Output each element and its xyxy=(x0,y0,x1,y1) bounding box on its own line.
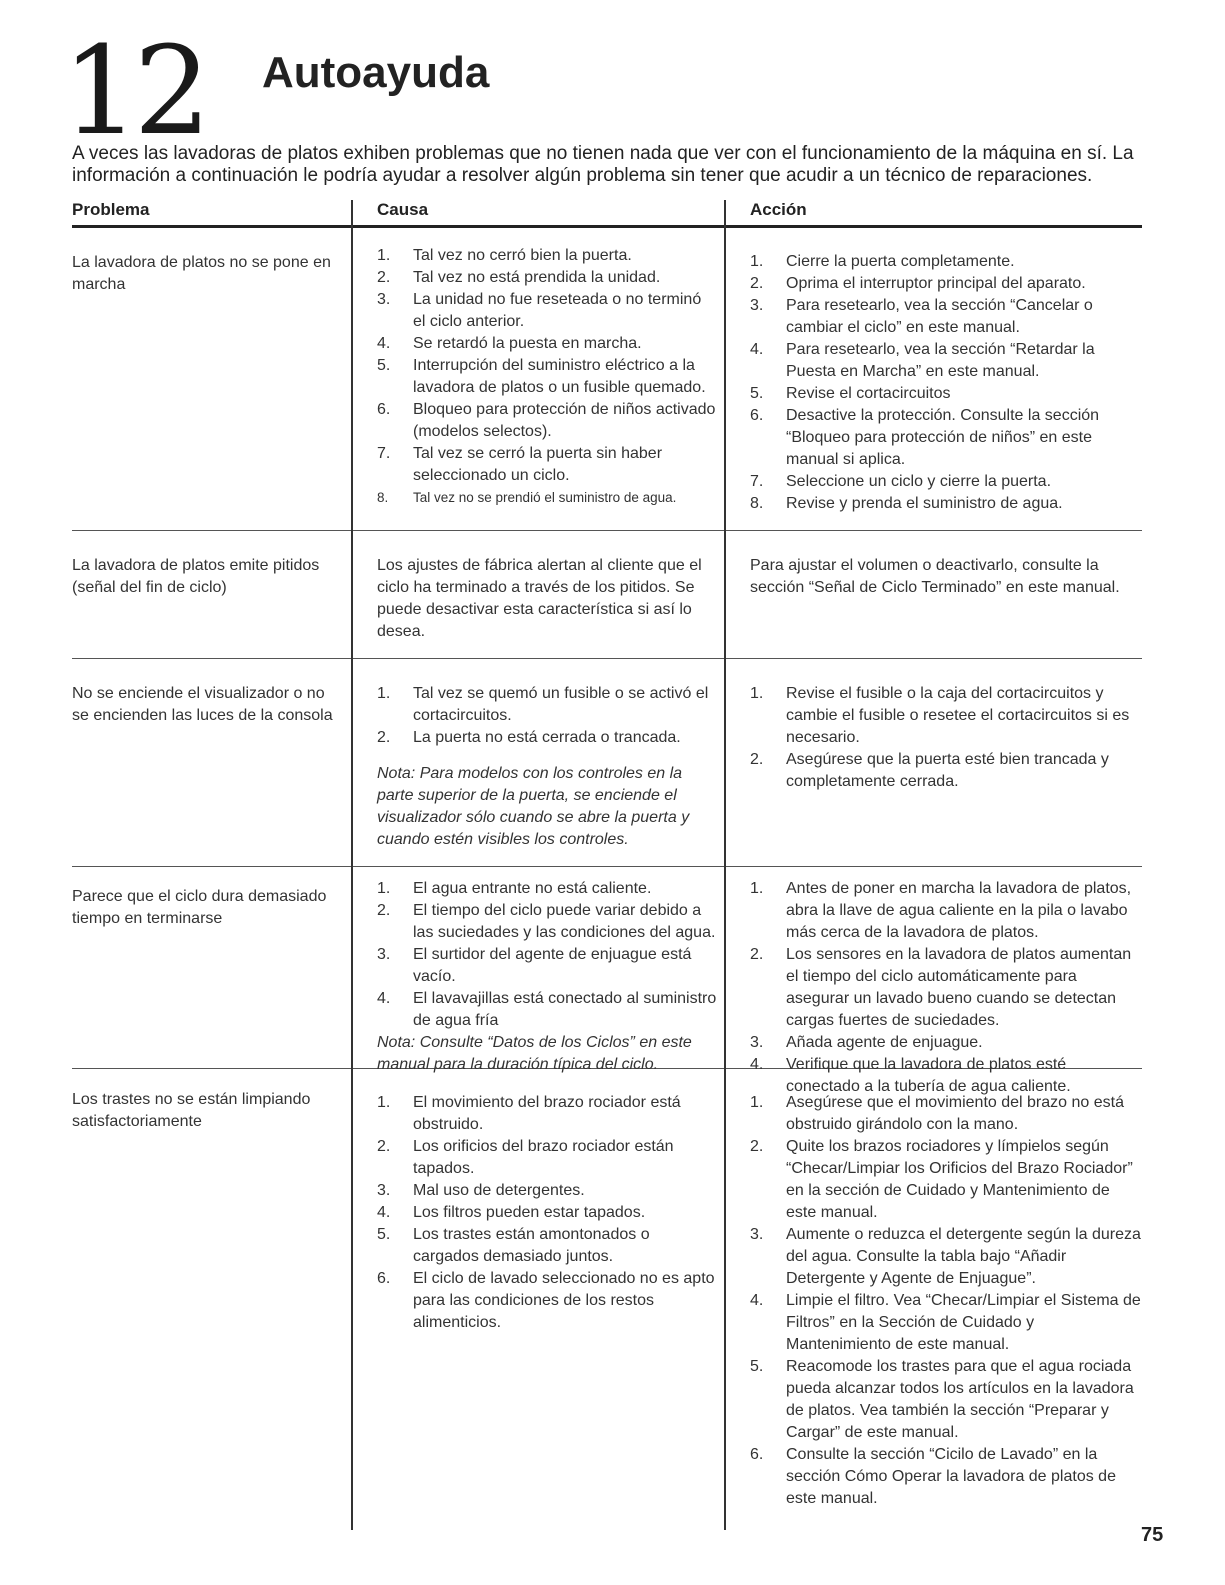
list-item: 8. Revise y prenda el suministro de agua. xyxy=(750,495,1063,512)
list-item: 2. El tiempo del ciclo puede variar debido a las suciedades y las condiciones del agua. xyxy=(377,902,716,941)
list-item: 3. Añada agente de enjuague. xyxy=(750,1034,983,1051)
list-item: 4. Verifique que la lavadora de platos esté conectado a la tubería de agua caliente. xyxy=(750,1056,1071,1095)
cause-cell xyxy=(377,245,717,509)
list-item: 3. Aumente o reduzca el detergente según la dureza del agua. Consulte la tabla bajo “Añadir Detergente y Agente de Enjuague”. xyxy=(750,1226,1141,1287)
list-item: 2. Los sensores en la lavadora de platos aumentan el tiempo del ciclo automáticamente para asegurar un lavado bueno cuando se detectan cargas fuertes de suciedades. xyxy=(750,946,1132,1029)
list-item: 1. Antes de poner en marcha la lavadora de platos, abra la llave de agua caliente en la pila o lavabo más cerca de la lavadora de platos. xyxy=(750,880,1132,941)
chapter-title: Autoayuda xyxy=(262,48,490,97)
list-item: 1. Tal vez no cerró bien la puerta. xyxy=(377,247,632,264)
list-item: 7. Tal vez se cerró la puerta sin haber seleccionado un ciclo. xyxy=(377,445,663,484)
list-item: 3. Para resetearlo, vea la sección “Cancelar o cambiar el ciclo” en este manual. xyxy=(750,297,1093,336)
list-item: 8. Tal vez no se prendió el suministro de agua. xyxy=(377,490,677,505)
list-item: 1. El movimiento del brazo rociador está obstruido. xyxy=(377,1094,681,1133)
list-item: 4. El lavavajillas está conectado al suministro de agua fría xyxy=(377,990,717,1029)
list-item: 2. La puerta no está cerrada o trancada. xyxy=(377,729,681,746)
action-cell xyxy=(750,683,1142,793)
cause-cell: Los ajustes de fábrica alertan al cliente que el ciclo ha terminado a través de los pitidos. Se puede desactivar esta característica si así lo desea. xyxy=(377,557,702,640)
list-item: 2. Oprima el interruptor principal del aparato. xyxy=(750,275,1086,292)
list-item: 3. El surtidor del agente de enjuague está vacío. xyxy=(377,946,692,985)
list-item: 6. Desactive la protección. Consulte la sección “Bloqueo para protección de niños” en este manual si aplica. xyxy=(750,407,1100,468)
action-list xyxy=(750,1092,1142,1510)
action-cell: Para ajustar el volumen o deactivarlo, consulte la sección “Señal de Ciclo Terminado” en este manual. xyxy=(750,557,1120,596)
header-cause: Causa xyxy=(377,200,429,219)
list-item: 1. Revise el fusible o la caja del cortacircuitos y cambie el fusible o resetee el cortacircuitos si es necesario. xyxy=(750,685,1130,746)
cause-cell xyxy=(377,1092,717,1334)
list-item: 2. Asegúrese que la puerta esté bien trancada y completamente cerrada. xyxy=(750,751,1109,790)
header-action: Acción xyxy=(750,200,807,219)
list-item: 4. Limpie el filtro. Vea “Checar/Limpiar el Sistema de Filtros” en la Sección de Cuidado y Mantenimiento de este manual. xyxy=(750,1292,1141,1353)
row-divider xyxy=(72,658,1142,659)
list-item: 4. Para resetearlo, vea la sección “Retardar la Puesta en Marcha” en este manual. xyxy=(750,341,1095,380)
list-item: 5. Reacomode los trastes para que el agua rociada pueda alcanzar todos los artículos en la lavadora de platos. Vea también la sección “Preparar y Cargar” de este manual. xyxy=(750,1358,1134,1441)
list-item: 5. Los trastes están amontonados o cargados demasiado juntos. xyxy=(377,1226,650,1265)
list-item: 6. Consulte la sección “Cicilo de Lavado” en la sección Cómo Operar la lavadora de platos de este manual. xyxy=(750,1446,1116,1507)
cause-list xyxy=(377,245,717,509)
header-problem: Problema xyxy=(72,200,150,219)
cause-cell xyxy=(377,683,717,851)
list-item: 3. La unidad no fue reseteada o no terminó el ciclo anterior. xyxy=(377,291,702,330)
problem-cell: La lavadora de platos no se pone en marcha xyxy=(72,254,331,293)
list-item: 4. Los filtros pueden estar tapados. xyxy=(377,1204,646,1221)
action-list xyxy=(750,251,1142,515)
list-item: 1. Tal vez se quemó un fusible o se activó el cortacircuitos. xyxy=(377,685,709,724)
list-item: 6. Bloqueo para protección de niños activado (modelos selectos). xyxy=(377,401,716,440)
cause-list xyxy=(377,878,717,1032)
problem-cell: Los trastes no se están limpiando satisfactoriamente xyxy=(72,1091,311,1130)
list-item: 6. El ciclo de lavado seleccionado no es apto para las condiciones de los restos alimenticios. xyxy=(377,1270,715,1331)
cause-note: Nota: Consulte “Datos de los Ciclos” en este manual para la duración típica del ciclo. xyxy=(377,1034,692,1073)
cause-list xyxy=(377,1092,717,1334)
cause-list xyxy=(377,683,717,749)
row-divider xyxy=(72,866,1142,867)
list-item: 1. Asegúrese que el movimiento del brazo no está obstruido girándolo con la mano. xyxy=(750,1094,1124,1133)
page-number: 75 xyxy=(1141,1524,1164,1546)
list-item: 2. Quite los brazos rociadores y límpielos según “Checar/Limpiar los Orificios del Brazo Rociador” en la sección de Cuidado y Mantenimiento de este manual. xyxy=(750,1138,1133,1221)
list-item: 4. Se retardó la puesta en marcha. xyxy=(377,335,642,352)
problem-cell: Parece que el ciclo dura demasiado tiempo en terminarse xyxy=(72,888,327,927)
row-divider xyxy=(72,530,1142,531)
list-item: 7. Seleccione un ciclo y cierre la puerta. xyxy=(750,473,1052,490)
problem-cell: No se enciende el visualizador o no se encienden las luces de la consola xyxy=(72,685,333,724)
list-item: 2. Tal vez no está prendida la unidad. xyxy=(377,269,661,286)
intro-paragraph: A veces las lavadoras de platos exhiben problemas que no tienen nada que ver con el funcionamiento de la máquina en sí. La información a continuación le podría ayudar a resolver algún problema sin tener que acudir a un técnico de reparaciones. xyxy=(72,143,1134,186)
problem-cell: La lavadora de platos emite pitidos (señal del fin de ciclo) xyxy=(72,557,320,596)
action-cell xyxy=(750,1092,1142,1510)
list-item: 5. Revise el cortacircuitos xyxy=(750,385,951,402)
column-divider xyxy=(351,200,353,1530)
action-list xyxy=(750,683,1142,793)
action-cell xyxy=(750,878,1142,1098)
header-rule xyxy=(72,225,1142,228)
cause-note: Nota: Para modelos con los controles en la parte superior de la puerta, se enciende el visualizador sólo cuando se abre la puerta y cuando estén visibles los controles. xyxy=(377,765,690,848)
chapter-number: 12 xyxy=(62,20,206,162)
action-list xyxy=(750,878,1142,1098)
list-item: 5. Interrupción del suministro eléctrico a la lavadora de platos o un fusible quemado. xyxy=(377,357,706,396)
list-item: 1. Cierre la puerta completamente. xyxy=(750,253,1015,270)
action-cell xyxy=(750,251,1142,515)
list-item: 2. Los orificios del brazo rociador están tapados. xyxy=(377,1138,674,1177)
cause-cell xyxy=(377,878,717,1076)
column-divider xyxy=(724,200,726,1530)
list-item: 1. El agua entrante no está caliente. xyxy=(377,880,652,897)
list-item: 3. Mal uso de detergentes. xyxy=(377,1182,585,1199)
